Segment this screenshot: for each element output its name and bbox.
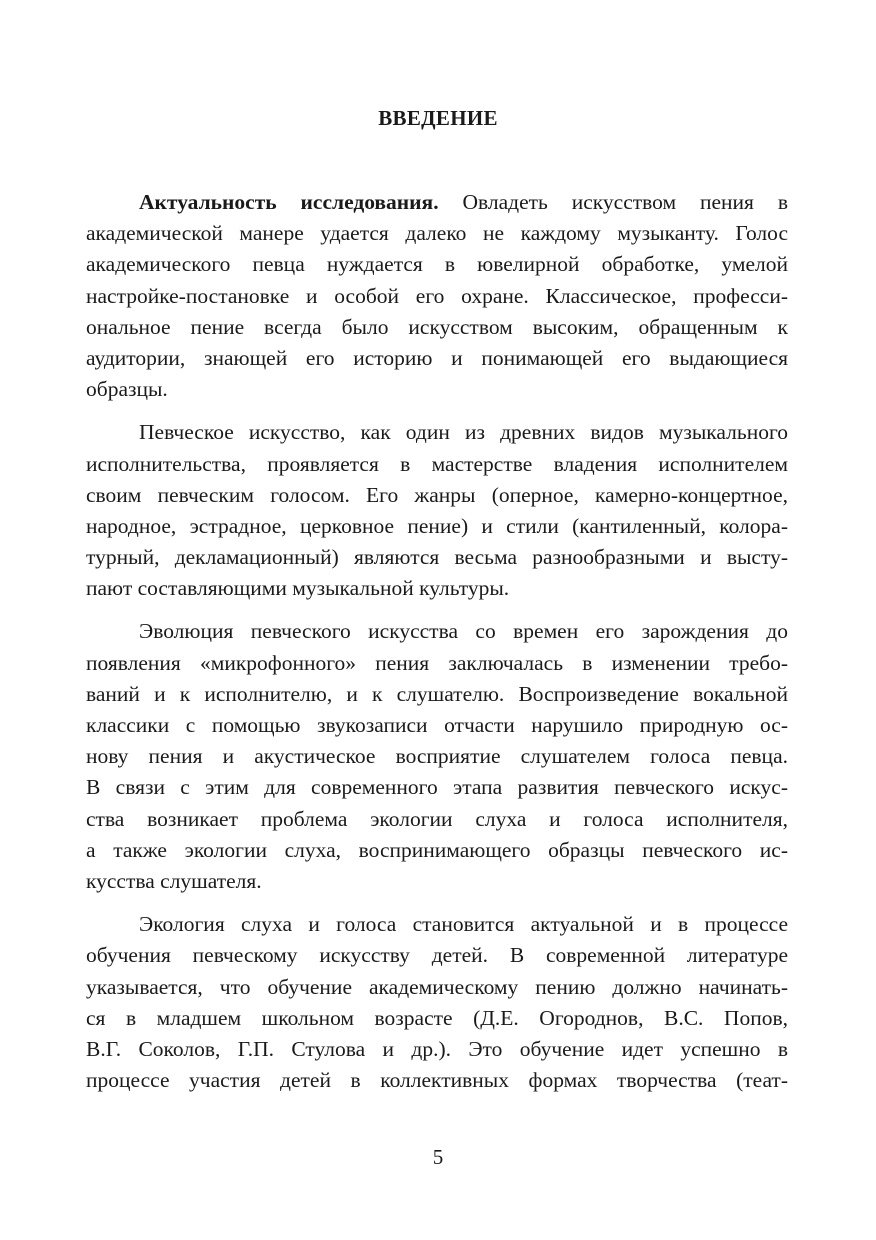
text-line: классики с помощью звукозаписи отчасти нарушило природную ос- bbox=[86, 713, 788, 737]
text-line: указывается, что обучение академическому пению должно начинать- bbox=[86, 974, 788, 999]
text-line: пают составляющими музыкальной культуры. bbox=[86, 576, 510, 601]
paragraph bbox=[86, 417, 788, 604]
page-number: 5 bbox=[432, 1145, 444, 1169]
paragraph bbox=[86, 616, 788, 897]
text-line: ваний и к исполнителю, и к слушателю. Воспроизведение вокальной bbox=[86, 681, 788, 706]
text-line: обучения певческому искусству детей. В современной литературе bbox=[86, 943, 788, 968]
text-line: Актуальность исследования. Овладеть искусством пения в bbox=[139, 190, 788, 214]
text-line: ся в младшем школьном возрасте (Д.Е. Огороднов, В.С. Попов, bbox=[86, 1005, 788, 1030]
text-line: нову пения и акустическое восприятие слушателем голоса певца. bbox=[86, 744, 788, 769]
text-line: академического певца нуждается в ювелирной обработке, умелой bbox=[86, 252, 788, 277]
text-line: ональное пение всегда было искусством высоким, обращенным к bbox=[86, 314, 788, 339]
paragraph bbox=[86, 909, 788, 1096]
text-line: исполнительства, проявляется в мастерстве владения исполнителем bbox=[86, 451, 788, 476]
chapter-heading: ВВЕДЕНИЕ bbox=[378, 106, 498, 130]
text-line: турный, декламационный) являются весьма разнообразными и высту- bbox=[86, 545, 788, 570]
text-line: народное, эстрадное, церковное пение) и стили (кантиленный, колора- bbox=[86, 513, 788, 538]
text-line: В.Г. Соколов, Г.П. Стулова и др.). Это обучение идет успешно в bbox=[86, 1036, 788, 1061]
text-line: настройке-постановке и особой его охране. Классическое, професси- bbox=[86, 283, 788, 308]
text-line: своим певческим голосом. Его жанры (оперное, камерно-концертное, bbox=[86, 482, 788, 507]
text-line: Эволюция певческого искусства со времен его зарождения до bbox=[139, 619, 788, 644]
text-line: кусства слушателя. bbox=[86, 868, 262, 893]
body-text bbox=[86, 187, 788, 1108]
text-line: ства возникает проблема экологии слуха и голоса исполнителя, bbox=[86, 806, 788, 831]
text-line: Экология слуха и голоса становится актуальной и в процессе bbox=[139, 912, 788, 937]
paragraph bbox=[86, 187, 788, 405]
text-line: образцы. bbox=[86, 377, 168, 402]
text-line: Певческое искусство, как один из древних видов музыкального bbox=[139, 420, 788, 445]
text-line: аудитории, знающей его историю и понимающей его выдающиеся bbox=[86, 345, 788, 370]
text-line: академической манере удается далеко не каждому музыканту. Голос bbox=[86, 221, 788, 246]
text-line: процессе участия детей в коллективных формах творчества (теат- bbox=[86, 1068, 788, 1093]
text-line: а также экологии слуха, воспринимающего образцы певческого ис- bbox=[86, 837, 788, 862]
text-line: В связи с этим для современного этапа развития певческого искус- bbox=[86, 775, 788, 800]
text-line: появления «микрофонного» пения заключалась в изменении требо- bbox=[86, 650, 788, 675]
lead-in-bold: Актуальность исследования. bbox=[139, 190, 439, 214]
